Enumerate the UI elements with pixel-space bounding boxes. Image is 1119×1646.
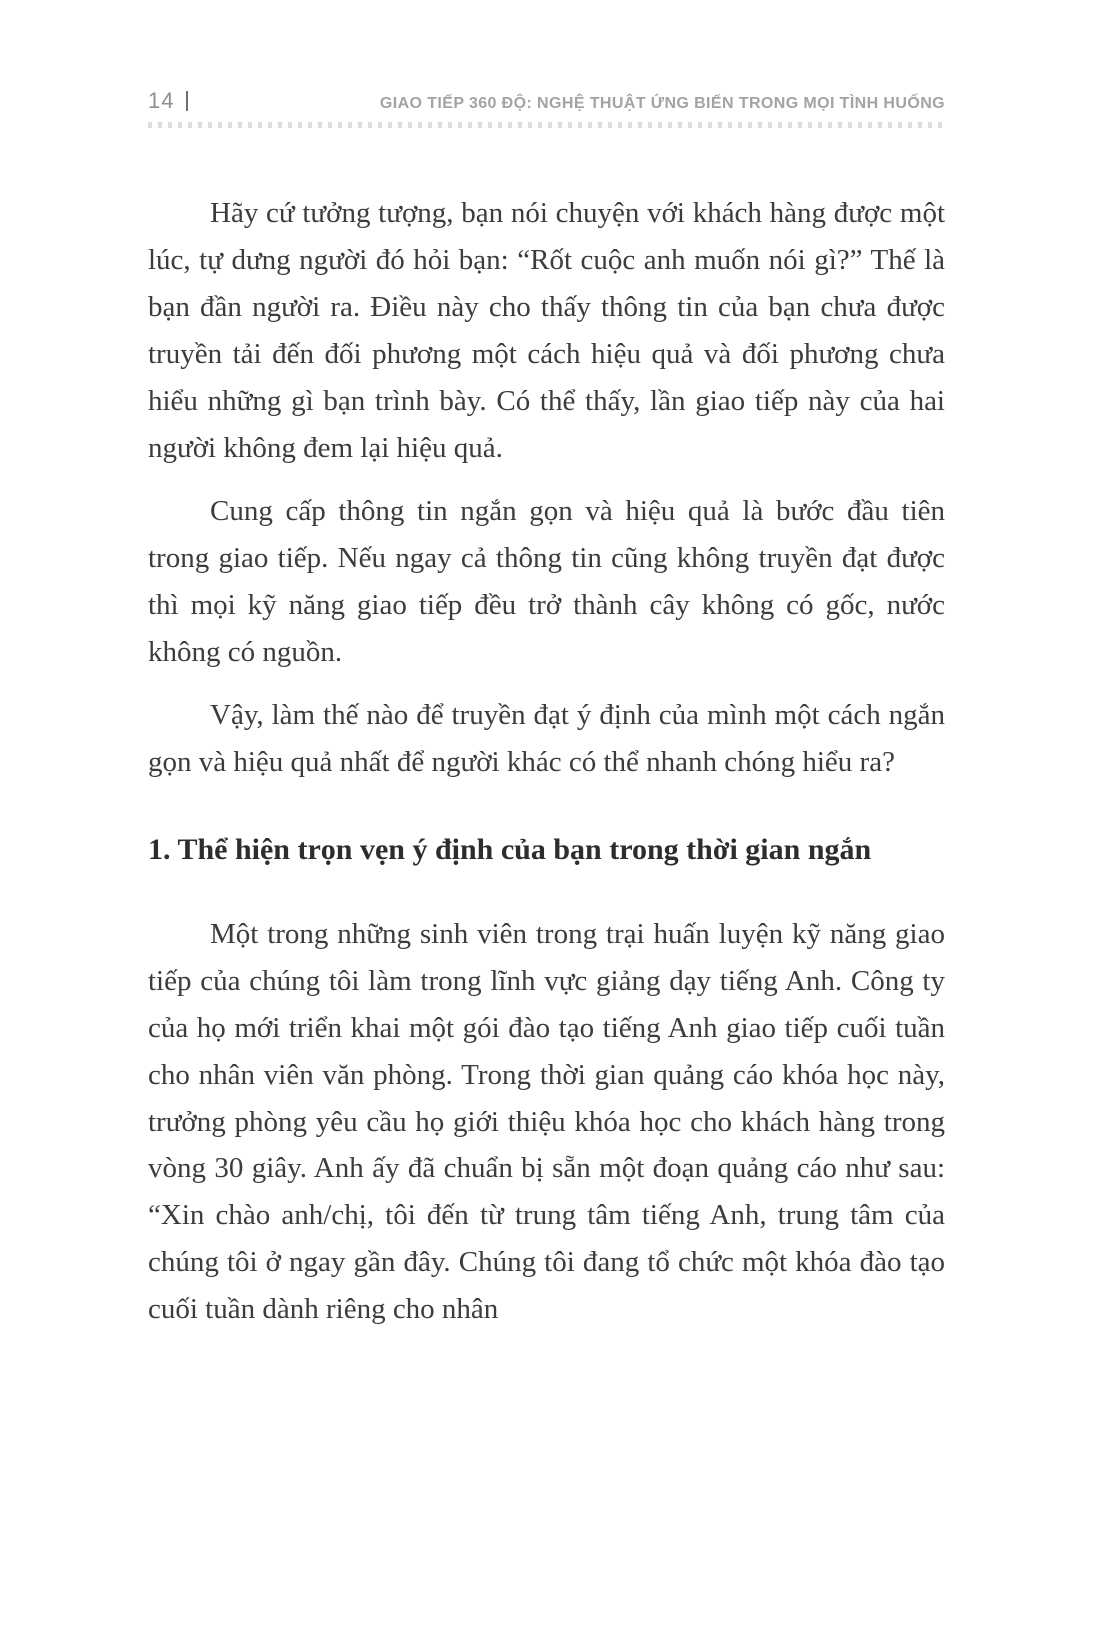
page-body [148,190,945,1333]
paragraph-1: Hãy cứ tưởng tượng, bạn nói chuyện với khách hàng được một lúc, tự dưng người đó hỏi bạn: “Rốt cuộc anh muốn nói gì?” Thế là bạn đần người ra. Điều này cho thấy thông tin của bạn chưa được truyền tải đến đối phương một cách hiệu quả và đối phương chưa hiểu những gì bạn trình bày. Có thể thấy, lần giao tiếp này của hai người không đem lại hiệu quả. [148,197,945,464]
paragraph-2: Cung cấp thông tin ngắn gọn và hiệu quả là bước đầu tiên trong giao tiếp. Nếu ngay cả thông tin cũng không truyền đạt được thì mọi kỹ năng giao tiếp đều trở thành cây không có gốc, nước không có nguồn. [148,494,945,668]
page-number-divider [186,91,188,111]
header-perforation-rule [148,122,945,128]
page-number: 14 [148,88,175,113]
running-title: GIAO TIẾP 360 ĐỘ: NGHỆ THUẬT ỨNG BIẾN TRONG MỌI TÌNH HUỐNG [379,95,945,112]
paragraph-4: Một trong những sinh viên trong trại huấn luyện kỹ năng giao tiếp của chúng tôi làm trong lĩnh vực giảng dạy tiếng Anh. Công ty của họ mới triển khai một gói đào tạo tiếng Anh giao tiếp cuối tuần cho nhân viên văn phòng. Trong thời gian quảng cáo khóa học này, trưởng phòng yêu cầu họ giới thiệu khóa học cho khách hàng trong vòng 30 giây. Anh ấy đã chuẩn bị sẵn một đoạn quảng cáo như sau: “Xin chào anh/chị, tôi đến từ trung tâm tiếng Anh, trung tâm của chúng tôi ở ngay gần đây. Chúng tôi đang tổ chức một khóa đào tạo cuối tuần dành riêng cho nhân [148,917,945,1326]
section-heading: 1. Thể hiện trọn vẹn ý định của bạn trong thời gian ngắn [148,832,872,866]
running-header [148,88,945,114]
paragraph-3: Vậy, làm thế nào để truyền đạt ý định của mình một cách ngắn gọn và hiệu quả nhất để người khác có thể nhanh chóng hiểu ra? [148,698,945,778]
page-number-block [148,88,188,114]
